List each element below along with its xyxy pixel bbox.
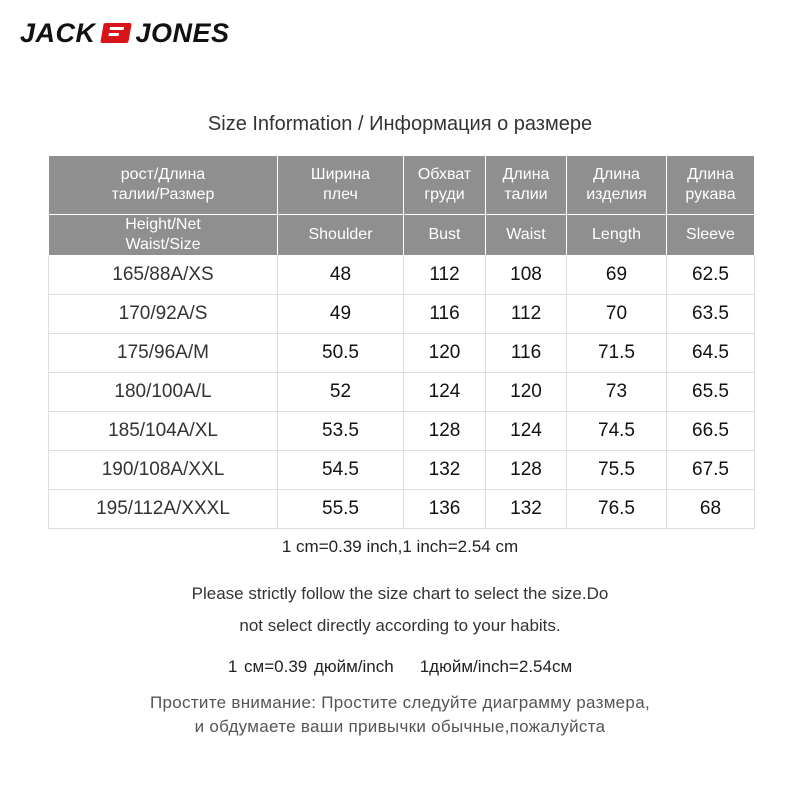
header-ru-sleeve: Длина рукава (667, 156, 755, 215)
cell-length: 75.5 (567, 451, 667, 490)
cell-size: 190/108A/XXL (49, 451, 278, 490)
table-header-ru (49, 156, 755, 215)
header-ru-bust: Обхват груди (404, 156, 486, 215)
cell-size: 180/100A/L (49, 373, 278, 412)
header-ru-waist: Длина талии (486, 156, 567, 215)
brand-logo-left: JACK (20, 17, 96, 48)
table-row (49, 295, 755, 334)
brand-logo-right: JONES (135, 17, 230, 48)
cell-waist: 128 (486, 451, 567, 490)
advice-note-ru (0, 691, 800, 739)
cell-waist: 112 (486, 295, 567, 334)
header-en-size: Height/Net Waist/Size (49, 215, 278, 256)
header-ru-shoulder: Ширина плеч (278, 156, 404, 215)
cell-sleeve: 67.5 (667, 451, 755, 490)
size-table-body (49, 256, 755, 529)
advice-ru-line-1: Простите внимание: Простите следуйте диаграмму размера, (150, 693, 650, 712)
cell-size: 165/88A/XS (49, 256, 278, 295)
table-header-en (49, 215, 755, 256)
cell-waist: 116 (486, 334, 567, 373)
header-en-length: Length (567, 215, 667, 256)
cell-bust: 120 (404, 334, 486, 373)
cell-waist: 132 (486, 490, 567, 529)
advice-note-en (0, 578, 800, 642)
cell-shoulder: 50.5 (278, 334, 404, 373)
conversion-note-ru (0, 657, 800, 677)
cell-length: 71.5 (567, 334, 667, 373)
cell-length: 76.5 (567, 490, 667, 529)
cell-waist: 108 (486, 256, 567, 295)
cell-length: 69 (567, 256, 667, 295)
cell-sleeve: 65.5 (667, 373, 755, 412)
cell-length: 74.5 (567, 412, 667, 451)
header-en-sleeve: Sleeve (667, 215, 755, 256)
advice-en-line-2: not select directly according to your habits. (239, 616, 561, 635)
cell-sleeve: 63.5 (667, 295, 755, 334)
flag-icon (100, 23, 132, 43)
table-row (49, 373, 755, 412)
cell-size: 195/112A/XXXL (49, 490, 278, 529)
cell-shoulder: 52 (278, 373, 404, 412)
cell-sleeve: 62.5 (667, 256, 755, 295)
header-ru-length: Длина изделия (567, 156, 667, 215)
cell-waist: 120 (486, 373, 567, 412)
header-en-shoulder: Shoulder (278, 215, 404, 256)
cell-shoulder: 53.5 (278, 412, 404, 451)
cell-shoulder: 54.5 (278, 451, 404, 490)
table-row (49, 256, 755, 295)
cell-length: 73 (567, 373, 667, 412)
cell-size: 185/104A/XL (49, 412, 278, 451)
brand-logo (20, 18, 230, 48)
cell-bust: 136 (404, 490, 486, 529)
header-en-bust: Bust (404, 215, 486, 256)
advice-ru-line-2: и обдумаете ваши привычки обычные,пожалуйста (194, 717, 606, 736)
cell-sleeve: 66.5 (667, 412, 755, 451)
conversion-ru-inch: 1дюйм/inch=2.54см (419, 657, 573, 676)
cell-size: 170/92A/S (49, 295, 278, 334)
advice-en-line-1: Please strictly follow the size chart to select the size.Do (191, 584, 609, 603)
cell-shoulder: 49 (278, 295, 404, 334)
cell-bust: 124 (404, 373, 486, 412)
table-row (49, 451, 755, 490)
cell-length: 70 (567, 295, 667, 334)
page-title: Size Information / Информация о размере (207, 113, 593, 135)
cell-bust: 116 (404, 295, 486, 334)
size-table (48, 155, 755, 529)
cell-size: 175/96A/M (49, 334, 278, 373)
header-ru-size: рост/Длина талии/Размер (49, 156, 278, 215)
cell-shoulder: 48 (278, 256, 404, 295)
conversion-ru-cm: 1 см=0.39 дюйм/inch (227, 657, 394, 676)
cell-bust: 128 (404, 412, 486, 451)
table-row (49, 334, 755, 373)
cell-sleeve: 68 (667, 490, 755, 529)
cell-bust: 112 (404, 256, 486, 295)
cell-bust: 132 (404, 451, 486, 490)
cell-shoulder: 55.5 (278, 490, 404, 529)
conversion-note-en: 1 cm=0.39 inch,1 inch=2.54 cm (281, 537, 519, 556)
table-row (49, 490, 755, 529)
header-en-waist: Waist (486, 215, 567, 256)
cell-sleeve: 64.5 (667, 334, 755, 373)
table-row (49, 412, 755, 451)
cell-waist: 124 (486, 412, 567, 451)
